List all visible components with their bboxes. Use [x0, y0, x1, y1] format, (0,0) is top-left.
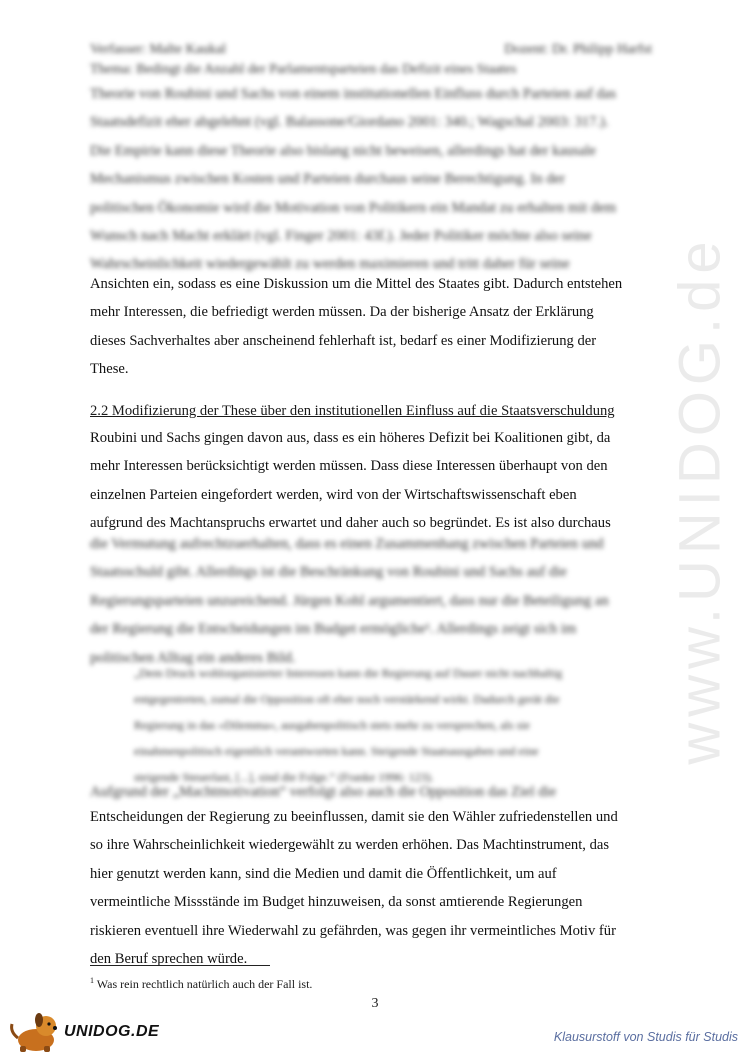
text-line: einzelnen Parteien eingefordert werden, wird von der Wirtschaftswissenschaft eben: [90, 486, 577, 503]
block-quote: [134, 660, 644, 790]
author-line: Verfasser: Malte Kaukal: [90, 42, 227, 57]
text-line: riskieren eventuell ihre Wiederwahl zu gefährden, was gegen ihr vermeintliches Motiv für: [90, 922, 616, 939]
text-line: Die Empirie kann diese Theorie also bislang nicht beweisen, allerdings hat der kausale: [90, 142, 596, 159]
text-line: Entscheidungen der Regierung zu beeinflussen, damit sie den Wähler zufriedenstellen und: [90, 809, 618, 825]
page-header: [90, 40, 652, 80]
text-line: Aufgrund der „Machtmotivation“ verfolgt also auch die Opposition das Ziel die: [90, 784, 557, 800]
text-line: mehr Interessen berücksichtigt werden müssen. Dass diese Interessen überhaupt von den: [90, 458, 608, 475]
text-line: hier genutzt werden kann, sind die Medien und damit die Öffentlichkeit, um auf: [90, 865, 557, 882]
text-line: These.: [90, 361, 129, 378]
footnote-marker: 1: [90, 976, 94, 985]
text-line: dieses Sachverhaltes aber anscheinend fehlerhaft ist, bedarf es einer Modifizierung der: [90, 332, 597, 349]
text-line: Theorie von Roubini und Sachs von einem institutionellen Einfluss durch Parteien auf das: [90, 86, 617, 102]
text-line: den Beruf sprechen würde.: [90, 951, 248, 968]
section-heading: 2.2 Modifizierung der These über den institutionellen Einfluss auf die Staatsverschuldung: [90, 403, 615, 419]
quote-line: entgegentreten, zumal die Opposition oft eher noch verstärkend wirkt. Dadurch gerät die: [134, 692, 560, 706]
text-line: die Vermutung aufrechtzuerhalten, dass es einen Zusammenhang zwischen Parteien und: [90, 536, 604, 552]
text-line: Mechanismus zwischen Kosten und Parteien durchaus seine Berechtigung. In der: [90, 171, 565, 188]
topic-line: Thema: Bedingt die Anzahl der Parlamentsparteien das Defizit eines Staates: [90, 62, 517, 77]
paragraph-2-blurred: [90, 530, 645, 672]
paragraph-1-clear: [90, 270, 645, 384]
footnote: [90, 973, 312, 992]
text-line: der Regierung die Entscheidungen im Budget ermögliche¹. Allerdings zeigt sich im: [90, 621, 577, 638]
text-line: mehr Interessen, die befriedigt werden müssen. Da der bisherige Ansatz der Erklärung: [90, 304, 594, 321]
page-number: 3: [371, 996, 379, 1011]
text-line: politischen Ökonomie wird die Motivation von Politikern ein Mandat zu erhalten mit dem: [90, 199, 617, 216]
text-line: so ihre Wahrscheinlichkeit wiedergewählt zu werden erhöhen. Das Machtinstrument, das: [90, 837, 610, 854]
text-line: aufgrund des Machtanspruchs erwartet und daher auch so begründet. Es ist also durchaus: [90, 515, 611, 532]
paragraph-3-clear: [90, 803, 645, 973]
lecturer-line: Dozent: Dr. Philipp Harfst: [504, 42, 652, 57]
text-line: Roubini und Sachs gingen davon aus, dass es ein höheres Defizit bei Koalitionen gibt, da: [90, 430, 611, 446]
text-line: Ansichten ein, sodass es eine Diskussion um die Mittel des Staates gibt. Dadurch entstehen: [90, 276, 623, 292]
quote-line: Regierung in das »Dilemma«, ausgabenpolitisch stets mehr zu versprechen, als sie: [134, 718, 530, 732]
quote-line: einahmenpolitisch eigentlich verantworten kann. Steigende Staatsausgaben und eine: [134, 744, 539, 758]
footnote-divider: [90, 965, 270, 966]
paragraph-1-blurred: [90, 80, 645, 279]
quote-line: steigende Steuerlast, [...], sind die Folge.“ (Franke 1996: 123).: [134, 770, 434, 784]
tagline: Klausurstoff von Studis für Studis: [553, 1030, 738, 1044]
text-line: vermeintliche Missstände im Budget hinzuweisen, da sonst amtierende Regierungen: [90, 894, 583, 911]
text-line: Staatsschuld gibt. Allerdings ist die Beschränkung von Roubini und Sachs auf die: [90, 564, 567, 581]
text-line: Wahrscheinlichkeit wiedergewählt zu werden maximieren und tritt daher für seine: [90, 256, 570, 273]
text-line: Wunsch nach Macht erklärt (vgl. Finger 2001: 43f.). Jeder Politiker möchte also seine: [90, 228, 592, 245]
logo-text: UNIDOG.DE: [64, 1023, 160, 1040]
text-line: Regierungsparteien unzureichend. Jürgen Kohl argumentiert, dass nur die Beteiligung an: [90, 592, 609, 609]
paragraph-2-clear: [90, 424, 645, 538]
text-line: politischen Alltag ein anderes Bild.: [90, 649, 296, 666]
watermark: www.UNIDOG.de: [667, 235, 733, 765]
quote-line: „Dem Druck wohlorganisierter Interessen kann die Regierung auf Dauer nicht nachhaltig: [134, 666, 563, 680]
footnote-text: Was rein rechtlich natürlich auch der Fall ist.: [96, 977, 313, 991]
text-line: Staatsdefizit eher abgelehnt (vgl. Balassone/Giordano 2001: 340.; Wagschal 2003: 317.).: [90, 114, 609, 131]
